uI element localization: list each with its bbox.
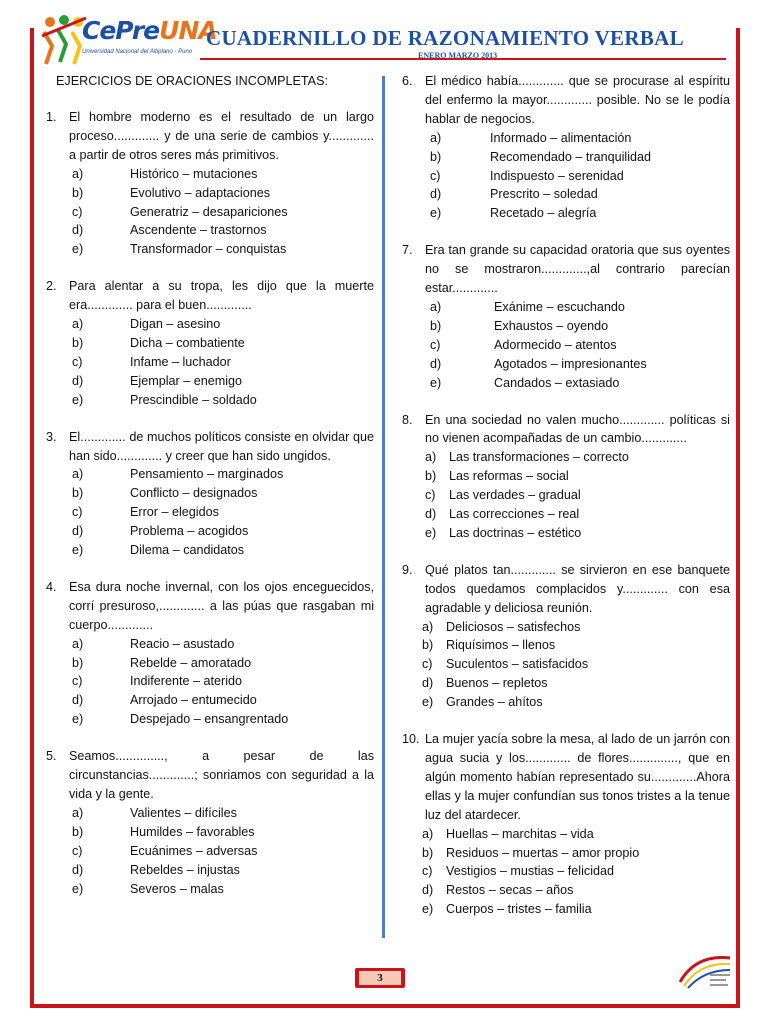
question-number: 10. [402, 732, 420, 747]
question-stem [402, 561, 730, 618]
answer-option [402, 505, 730, 524]
option-letter: c) [425, 488, 436, 503]
option-letter: e) [72, 543, 84, 558]
option-letter: a) [422, 619, 434, 634]
answer-option [46, 203, 374, 222]
answer-option [46, 353, 374, 372]
question-stem [46, 747, 374, 804]
option-text: Las verdades – gradual [449, 488, 581, 503]
answer-option [402, 844, 730, 863]
answer-option [46, 842, 374, 861]
option-letter: c) [422, 657, 433, 672]
option-text: Candados – extasiado [494, 375, 620, 390]
option-text: Conflicto – designados [130, 486, 258, 501]
answer-option [402, 185, 730, 204]
page-number-badge [355, 968, 405, 988]
answer-option [402, 167, 730, 186]
option-letter: b) [72, 185, 84, 200]
logo-wordmark: CePreUNA [82, 16, 217, 45]
option-text: Huellas – marchitas – vida [446, 826, 594, 841]
answer-option [46, 165, 374, 184]
option-text: Recomendado – tranquilidad [490, 149, 652, 164]
option-text: Histórico – mutaciones [130, 166, 258, 181]
answer-option [46, 465, 374, 484]
option-letter: b) [422, 845, 434, 860]
option-text: Dicha – combatiente [130, 335, 245, 350]
answer-option [402, 900, 730, 919]
swoosh-logo-icon [676, 948, 734, 992]
option-text: Arrojado – entumecido [130, 693, 257, 708]
question-number: 1. [46, 110, 57, 124]
question-6 [402, 72, 730, 223]
answer-option [402, 825, 730, 844]
option-text: Las reformas – social [449, 469, 569, 484]
answer-option [46, 315, 374, 334]
option-letter: c) [72, 505, 83, 520]
option-letter: e) [430, 375, 442, 390]
section-heading: EJERCICIOS DE ORACIONES INCOMPLETAS: [56, 74, 328, 88]
answer-option [46, 823, 374, 842]
question-stem [402, 411, 730, 449]
answer-option [402, 486, 730, 505]
option-letter: e) [425, 525, 437, 540]
question-stem [46, 108, 374, 165]
question-text: Para alentar a su tropa, les dijo que la muerte era............. para el buen............. [69, 279, 374, 313]
answer-option [402, 674, 730, 693]
option-letter: b) [72, 824, 84, 839]
option-letter: e) [72, 392, 84, 407]
question-text: El hombre moderno es el resultado de un largo proceso............. y de una serie de cambios y............. a partir de otros seres más primitivos. [69, 110, 374, 162]
question-text: Era tan grande su capacidad oratoria que sus oyentes no se mostraron.............,al contrario parecían estar............. [425, 243, 730, 296]
option-text: Dilema – candidatos [130, 543, 245, 558]
option-text: Digan – asesino [130, 317, 221, 332]
option-text: Riquísimos – llenos [446, 638, 556, 653]
option-letter: e) [430, 206, 442, 221]
option-letter: b) [72, 655, 84, 670]
option-letter: a) [72, 636, 84, 651]
option-text: Las correcciones – real [449, 507, 580, 522]
question-9 [402, 561, 730, 712]
answer-option [46, 654, 374, 673]
option-text: Problema – acogidos [130, 524, 249, 539]
option-letter: b) [72, 486, 84, 501]
option-text: Reacio – asustado [130, 636, 235, 651]
option-letter: a) [72, 805, 84, 820]
option-text: Las transformaciones – correcto [449, 450, 629, 465]
question-number: 3. [46, 429, 57, 444]
question-stem [46, 428, 374, 466]
option-letter: d) [430, 187, 442, 202]
option-text: Exánime – escuchando [494, 299, 625, 314]
question-2 [46, 277, 374, 409]
question-stem [46, 578, 374, 635]
option-text: Prescrito – soledad [490, 187, 598, 202]
page-border-bottom [30, 1004, 740, 1008]
option-letter: d) [425, 507, 437, 522]
option-letter: a) [430, 130, 442, 145]
question-3 [46, 428, 374, 560]
answer-option [46, 334, 374, 353]
answer-option [402, 336, 730, 355]
option-text: Suculentos – satisfacidos [446, 657, 589, 672]
option-text: Despejado – ensangrentado [130, 712, 289, 727]
column-divider [382, 76, 385, 938]
option-letter: b) [422, 638, 434, 653]
answer-option [46, 804, 374, 823]
option-letter: b) [430, 149, 442, 164]
option-letter: e) [422, 695, 434, 710]
option-text: Evolutivo – adaptaciones [130, 185, 271, 200]
option-text: Grandes – ahítos [446, 695, 543, 710]
answer-option [402, 129, 730, 148]
option-text: Adormecido – atentos [494, 337, 617, 352]
option-text: Prescindible – soldado [130, 392, 257, 407]
option-letter: d) [72, 693, 84, 708]
answer-option [46, 503, 374, 522]
left-column [46, 72, 374, 916]
question-number: 6. [402, 74, 413, 88]
answer-option [46, 484, 374, 503]
document-title: CUADERNILLO DE RAZONAMIENTO VERBAL [206, 26, 684, 50]
page-border-right [736, 28, 740, 1008]
option-text: Rebelde – amoratado [130, 655, 252, 670]
option-letter: c) [72, 204, 83, 219]
question-stem [46, 277, 374, 315]
option-letter: a) [72, 467, 84, 482]
answer-option [402, 317, 730, 336]
answer-option [402, 524, 730, 543]
question-text: Seamos.............., a pesar de las circunstancias.............; sonriamos con seguridad a la vida y la gente. [69, 749, 374, 801]
option-letter: d) [422, 883, 434, 898]
question-number: 9. [402, 562, 413, 577]
option-text: Recetado – alegría [490, 206, 597, 221]
question-number: 5. [46, 749, 57, 764]
option-text: Exhaustos – oyendo [494, 318, 609, 333]
option-letter: a) [422, 826, 434, 841]
question-stem [402, 241, 730, 298]
answer-option [46, 691, 374, 710]
answer-option [402, 636, 730, 655]
option-letter: a) [72, 317, 84, 332]
option-text: Transformador – conquistas [130, 242, 287, 257]
option-letter: c) [72, 843, 83, 858]
question-4 [46, 578, 374, 729]
option-letter: b) [425, 469, 437, 484]
option-letter: d) [72, 862, 84, 877]
question-text: Qué platos tan............. se sirvieron en ese banquete todos quedamos complacidos y............. con esa agradable y deliciosa reunión. [425, 562, 730, 615]
answer-option [402, 655, 730, 674]
option-letter: d) [72, 524, 84, 539]
option-text: Infame – luchador [130, 354, 231, 369]
right-column [402, 72, 730, 937]
answer-option [46, 240, 374, 259]
answer-option [46, 391, 374, 410]
question-text: Esa dura noche invernal, con los ojos enceguecidos, corrí presuroso,............. a las púas que rasgaban mi cuerpo............. [69, 579, 374, 632]
page-border-left [30, 28, 34, 1008]
option-text: Indispuesto – serenidad [490, 168, 624, 183]
answer-option [402, 204, 730, 223]
option-text: Ascendente – trastornos [130, 223, 267, 238]
page-number: 3 [359, 971, 401, 985]
option-text: Severos – malas [130, 881, 224, 896]
answer-option [402, 148, 730, 167]
answer-option [402, 618, 730, 637]
option-letter: d) [72, 223, 84, 238]
option-letter: b) [72, 335, 84, 350]
document-date: ENERO MARZO 2013 [418, 51, 498, 60]
answer-option [46, 710, 374, 729]
option-letter: b) [430, 318, 442, 333]
option-letter: c) [72, 354, 83, 369]
question-number: 4. [46, 579, 57, 594]
answer-option [46, 184, 374, 203]
answer-option [46, 221, 374, 240]
question-number: 2. [46, 279, 57, 294]
answer-option [402, 881, 730, 900]
question-text: El médico había............. que se procurase al espíritu del enfermo la mayor............. posible. No se le podía hablar de negocios. [425, 74, 730, 126]
answer-option [46, 372, 374, 391]
option-text: Las doctrinas – estético [449, 525, 582, 540]
question-10 [402, 730, 730, 919]
question-7 [402, 241, 730, 392]
answer-option [402, 298, 730, 317]
option-letter: c) [430, 337, 441, 352]
question-text: El............. de muchos políticos consiste en olvidar que han sido............. y creer que han sido ungidos. [69, 429, 374, 463]
option-text: Buenos – repletos [446, 676, 548, 691]
option-text: Pensamiento – marginados [130, 467, 284, 482]
option-text: Informado – alimentación [490, 130, 632, 145]
option-letter: a) [430, 299, 442, 314]
option-letter: e) [72, 881, 84, 896]
option-letter: e) [422, 902, 434, 917]
option-letter: a) [72, 166, 84, 181]
footer-corner-logo [676, 948, 734, 992]
option-text: Ecuánimes – adversas [130, 843, 258, 858]
option-text: Ejemplar – enemigo [130, 373, 243, 388]
option-text: Humildes – favorables [130, 824, 255, 839]
answer-option [46, 861, 374, 880]
answer-option [402, 693, 730, 712]
option-text: Generatriz – desapariciones [130, 204, 288, 219]
question-8 [402, 411, 730, 543]
option-text: Restos – secas – años [446, 883, 574, 898]
answer-option [402, 374, 730, 393]
option-letter: a) [425, 450, 437, 465]
answer-option [46, 672, 374, 691]
option-text: Valientes – difíciles [130, 805, 237, 820]
question-5 [46, 747, 374, 898]
question-text: La mujer yacía sobre la mesa, al lado de un jarrón con agua sucia y los............. de flores.............., que en algún momento habían representado su.............Ahora ellas y la mujer confundían sus tonos tristes a la tenue luz del atardecer. [425, 732, 730, 822]
option-letter: e) [72, 242, 84, 257]
option-text: Error – elegidos [130, 505, 219, 520]
option-letter: c) [430, 168, 441, 183]
question-stem [402, 730, 730, 825]
logo-figures-icon [40, 12, 88, 68]
answer-option [46, 880, 374, 899]
question-number: 8. [402, 412, 413, 427]
option-text: Residuos – muertas – amor propio [446, 845, 640, 860]
answer-option [46, 635, 374, 654]
option-text: Cuerpos – tristes – familia [446, 902, 592, 917]
answer-option [46, 541, 374, 560]
option-text: Agotados – impresionantes [494, 356, 647, 371]
answer-option [402, 862, 730, 881]
option-text: Vestigios – mustias – felicidad [446, 864, 615, 879]
option-letter: d) [422, 676, 434, 691]
option-letter: c) [72, 674, 83, 689]
option-letter: e) [72, 712, 84, 727]
option-letter: d) [430, 356, 442, 371]
logo-subtitle: Universidad Nacional del Altiplano - Puno [82, 49, 193, 55]
option-text: Deliciosos – satisfechos [446, 619, 581, 634]
option-text: Rebeldes – injustas [130, 862, 240, 877]
option-text: Indiferente – aterido [130, 674, 243, 689]
answer-option [402, 355, 730, 374]
question-number: 7. [402, 243, 413, 258]
answer-option [402, 467, 730, 486]
question-stem [402, 72, 730, 129]
answer-option [402, 448, 730, 467]
question-1 [46, 108, 374, 259]
option-letter: d) [72, 373, 84, 388]
option-letter: c) [422, 864, 433, 879]
question-text: En una sociedad no valen mucho............. políticas si no vienen acompañadas de un cambio............. [425, 412, 730, 446]
answer-option [46, 522, 374, 541]
